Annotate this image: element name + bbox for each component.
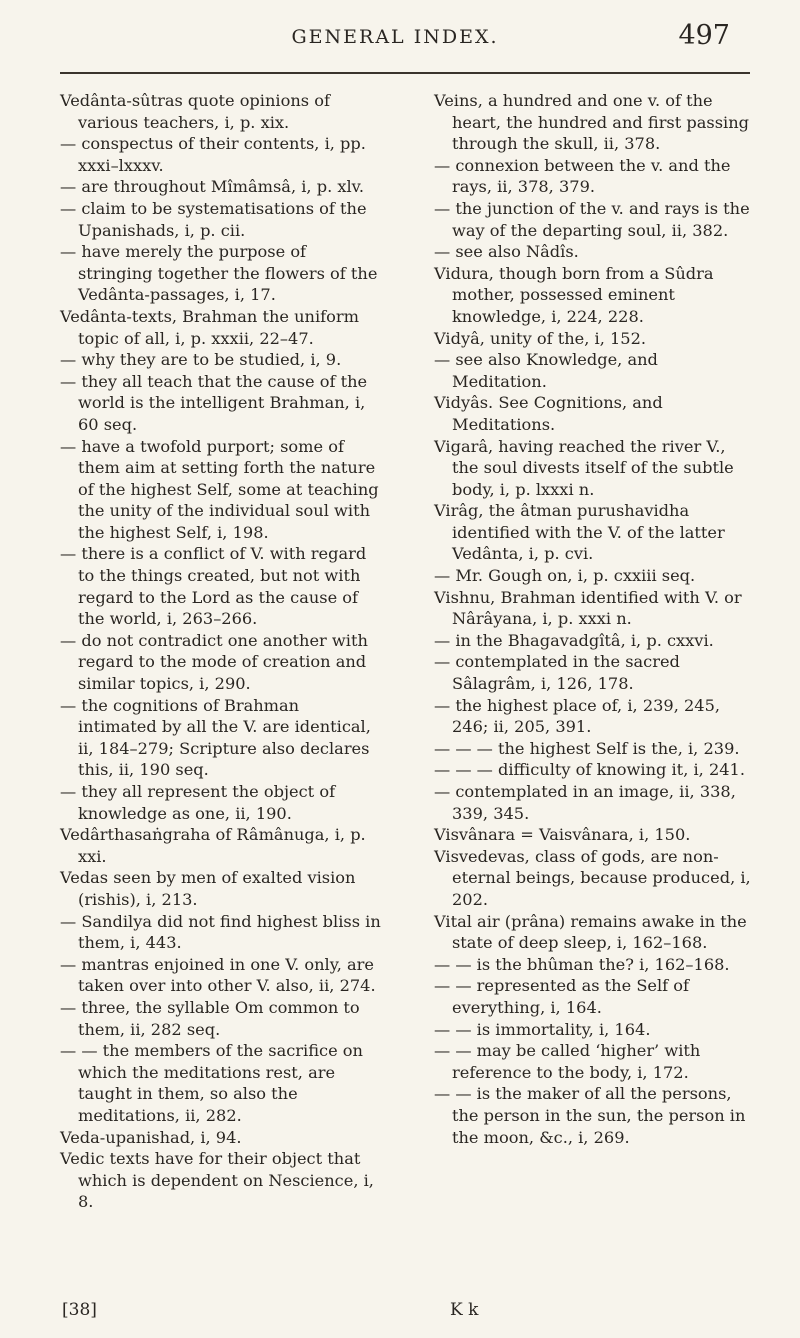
index-entry: — three, the syllable Om common to them, ii, 282 seq. xyxy=(60,997,360,1039)
index-entry: Virâg, the âtman purushavidha identified with the V. of the latter Vedânta, i, p. cvi. xyxy=(434,501,725,564)
index-entry: — — is the maker of all the persons, the person in the sun, the person in the moon, &c., i, 269. xyxy=(434,1084,746,1147)
signature-number: [38] xyxy=(62,1300,97,1320)
index-entry: Vidyâs. See Cognitions, and Meditations. xyxy=(434,393,663,434)
index-entry: — Sandilya did not find highest bliss in them, i, 443. xyxy=(60,911,381,953)
index-entry: — — is the bhûman the? i, 162–168. xyxy=(434,954,730,974)
index-entry: Vidura, though born from a Sûdra mother, possessed eminent knowledge, i, 224, 228. xyxy=(434,263,714,326)
index-entry: — the junction of the v. and rays is the way of the departing soul, ii, 382. xyxy=(434,198,750,240)
index-entry: Veins, a hundred and one v. of the heart, the hundred and first passing through the skull, ii, 378. xyxy=(434,91,749,154)
index-entry: — are throughout Mîmâmsâ, i, p. xlv. xyxy=(60,177,365,197)
index-entry: Vidyâ, unity of the, i, 152. xyxy=(434,328,647,348)
index-entry: Vigarâ, having reached the river V., the soul divests itself of the subtle body, i, p. lxxxi n. xyxy=(434,436,734,499)
page-number: 497 xyxy=(678,20,730,51)
index-entry: — conspectus of their contents, i, pp. xxxi–lxxxv. xyxy=(60,134,366,175)
index-entry: — see also Knowledge, and Meditation. xyxy=(434,350,658,391)
index-entry: Visvânara = Vaisvânara, i, 150. xyxy=(434,825,691,845)
index-entry: Vedânta-sûtras quote opinions of various teachers, i, p. xix. xyxy=(60,91,330,132)
index-entry: — contemplated in an image, ii, 338, 339, 345. xyxy=(434,782,736,823)
index-entry: — — — difficulty of knowing it, i, 241. xyxy=(434,760,745,780)
index-entry: — — may be called ‘higher’ with reference to the body, i, 172. xyxy=(434,1041,701,1082)
running-title: GENERAL INDEX. xyxy=(291,26,499,48)
index-entry: — they all represent the object of knowledge as one, ii, 190. xyxy=(60,782,336,823)
index-entry: — why they are to be studied, i, 9. xyxy=(60,350,342,370)
index-entry: Vishnu, Brahman identified with V. or Nârâyana, i, p. xxxi n. xyxy=(434,587,742,629)
page-header xyxy=(60,18,730,62)
index-entry: Vedas seen by men of exalted vision (rishis), i, 213. xyxy=(60,868,356,909)
left-index-column xyxy=(60,90,382,1213)
index-entry: Vedârthasaṅgraha of Râmânuga, i, p. xxi. xyxy=(60,825,366,866)
index-entry: Visvedevas, class of gods, are non-eternal beings, because produced, i, 202. xyxy=(434,846,751,909)
index-entry: — mantras enjoined in one V. only, are taken over into other V. also, ii, 274. xyxy=(60,954,376,996)
signature-mark: K k xyxy=(450,1300,479,1320)
index-entry: — the highest place of, i, 239, 245, 246; ii, 205, 391. xyxy=(434,695,721,737)
index-entry: — — represented as the Self of everything, i, 164. xyxy=(434,976,690,1017)
page-footer xyxy=(60,1300,750,1328)
index-entry: Vedic texts have for their object that which is dependent on Nescience, i, 8. xyxy=(60,1149,374,1212)
index-entry: — contemplated in the sacred Sâlagrâm, i, 126, 178. xyxy=(434,652,680,694)
index-entry: — there is a conflict of V. with regard to the things created, but not with regard to the Lord as the cause of the world, i, 263–266. xyxy=(60,544,367,629)
index-entry: Vital air (prâna) remains awake in the state of deep sleep, i, 162–168. xyxy=(434,911,747,953)
index-entry: — claim to be systematisations of the Upanishads, i, p. cii. xyxy=(60,198,367,240)
index-entry: — the cognitions of Brahman intimated by all the V. are identical, ii, 184–279; Scripture also declares this, ii, 190 seq. xyxy=(60,695,371,780)
index-entry: Veda-upanishad, i, 94. xyxy=(60,1127,242,1147)
index-entry: — connexion between the v. and the rays, ii, 378, 379. xyxy=(434,155,731,197)
header-rule xyxy=(60,72,750,74)
index-entry: — — is immortality, i, 164. xyxy=(434,1019,651,1039)
index-entry: Vedânta-texts, Brahman the uniform topic of all, i, p. xxxii, 22–47. xyxy=(60,306,359,348)
index-entry: — Mr. Gough on, i, p. cxxiii seq. xyxy=(434,566,696,586)
index-entry: — have merely the purpose of stringing together the flowers of the Vedânta-passages, i, 17. xyxy=(60,242,378,305)
index-entry: — they all teach that the cause of the world is the intelligent Brahman, i, 60 seq. xyxy=(60,371,368,434)
right-index-column xyxy=(434,90,756,1148)
index-entry: — — — the highest Self is the, i, 239. xyxy=(434,738,740,758)
index-entry: — — the members of the sacrifice on which the meditations rest, are taught in them, so also the meditations, ii, 282. xyxy=(60,1041,363,1125)
index-entry: — in the Bhagavadgîtâ, i, p. cxxvi. xyxy=(434,630,714,650)
index-entry: — see also Nâdîs. xyxy=(434,242,579,262)
index-entry: — do not contradict one another with regard to the mode of creation and similar topics, i, 290. xyxy=(60,630,368,694)
index-entry: — have a twofold purport; some of them aim at setting forth the nature of the highest Self, some at teaching the unity of the individual soul with the highest Self, i, 198. xyxy=(60,436,379,542)
